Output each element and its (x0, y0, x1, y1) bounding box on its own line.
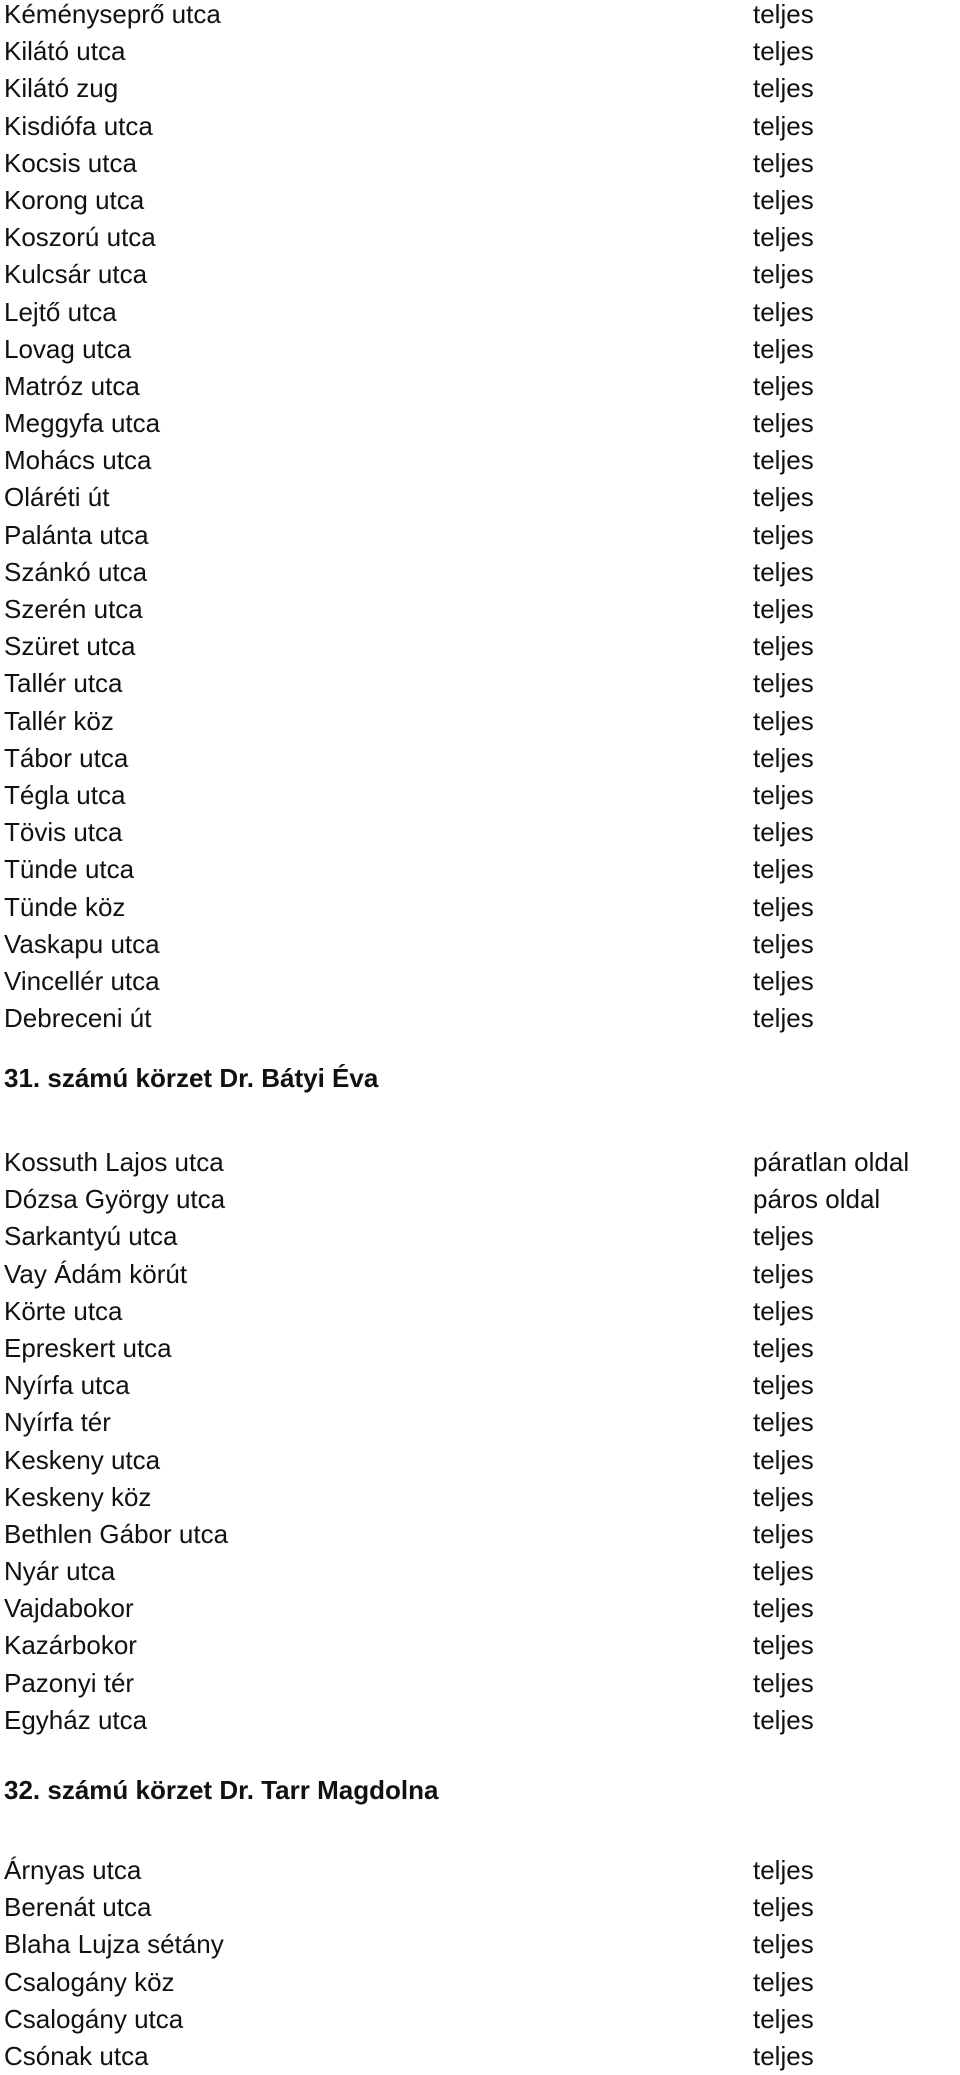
street-name: Kilátó utca (4, 36, 126, 67)
street-name: Mohács utca (4, 445, 152, 476)
coverage-value: teljes (753, 1556, 814, 1587)
coverage-value: teljes (753, 779, 814, 810)
street-name: Kéményseprő utca (4, 0, 221, 29)
coverage-value: teljes (753, 519, 814, 550)
street-name: Meggyfa utca (4, 408, 161, 439)
street-name: Oláréti út (4, 482, 110, 513)
coverage-value: teljes (753, 2003, 814, 2034)
table-row (0, 1218, 960, 1255)
coverage-value: teljes (753, 1966, 814, 1997)
coverage-value: teljes (753, 928, 814, 959)
district-32-street-list (0, 1852, 960, 2075)
coverage-value: teljes (753, 1593, 814, 1624)
district-31-street-list (0, 1144, 960, 1739)
coverage-value: teljes (753, 1892, 814, 1923)
street-name: Dózsa György utca (4, 1184, 226, 1215)
street-name: Keskeny utca (4, 1444, 161, 1475)
coverage-value: teljes (753, 259, 814, 290)
coverage-value: teljes (753, 1258, 814, 1289)
street-name: Matróz utca (4, 370, 140, 401)
coverage-value: teljes (753, 1003, 814, 1034)
coverage-value: teljes (753, 556, 814, 587)
street-name: Tallér köz (4, 705, 114, 736)
coverage-value: teljes (753, 594, 814, 624)
table-row (0, 703, 960, 740)
table-row (0, 1665, 960, 1702)
table-row (0, 1479, 960, 1516)
table-row (0, 1926, 960, 1963)
coverage-value: teljes (753, 965, 814, 996)
table-row (0, 517, 960, 554)
table-row (0, 1404, 960, 1441)
street-name: Vaskapu utca (4, 928, 160, 959)
coverage-value: teljes (753, 2040, 814, 2071)
street-name: Kulcsár utca (4, 259, 148, 290)
table-row (0, 1144, 960, 1181)
street-name: Szánkó utca (4, 556, 148, 587)
table-row (0, 1964, 960, 2001)
street-name: Tövis utca (4, 817, 123, 848)
table-row (0, 1000, 960, 1037)
table-row (0, 182, 960, 219)
table-row (0, 368, 960, 405)
table-row (0, 1367, 960, 1404)
coverage-value: teljes (753, 1630, 814, 1661)
table-row (0, 777, 960, 814)
table-row (0, 479, 960, 516)
street-name: Tünde utca (4, 854, 135, 885)
coverage-value: teljes (753, 0, 814, 29)
coverage-value: teljes (753, 1370, 814, 1401)
street-name: Tünde köz (4, 891, 126, 922)
street-name: Csalogány utca (4, 2003, 184, 2034)
street-name: Szerén utca (4, 594, 143, 624)
street-name: Csónak utca (4, 2040, 149, 2071)
coverage-value: teljes (753, 891, 814, 922)
coverage-value: teljes (753, 147, 814, 178)
table-row (0, 1442, 960, 1479)
table-row (0, 1293, 960, 1330)
street-name: Lovag utca (4, 333, 132, 364)
street-name: Szüret utca (4, 631, 136, 662)
street-name: Vajdabokor (4, 1593, 134, 1624)
street-name: Kazárbokor (4, 1630, 137, 1661)
table-row (0, 1702, 960, 1739)
coverage-value: teljes (753, 1667, 814, 1698)
coverage-value: teljes (753, 36, 814, 67)
street-name: Kocsis utca (4, 147, 137, 178)
street-name: Berenát utca (4, 1892, 152, 1923)
coverage-value: teljes (753, 1295, 814, 1326)
coverage-value: teljes (753, 73, 814, 104)
street-name: Csalogány köz (4, 1966, 175, 1997)
coverage-value: teljes (753, 1332, 814, 1363)
street-name: Tégla utca (4, 779, 126, 810)
table-row (0, 1181, 960, 1218)
street-name: Tallér utca (4, 668, 123, 699)
table-row (0, 628, 960, 665)
district-32-heading: 32. számú körzet Dr. Tarr Magdolna (4, 1775, 439, 1805)
coverage-value: teljes (753, 817, 814, 848)
table-row (0, 1627, 960, 1664)
street-name: Vincellér utca (4, 965, 160, 996)
table-row (0, 889, 960, 926)
street-name: Korong utca (4, 184, 145, 215)
table-row (0, 740, 960, 777)
coverage-value: teljes (753, 1407, 814, 1438)
street-list-block-1 (0, 0, 960, 1037)
street-name: Tábor utca (4, 742, 129, 773)
coverage-value: teljes (753, 370, 814, 401)
coverage-value: teljes (753, 1444, 814, 1475)
table-row (0, 145, 960, 182)
table-row (0, 33, 960, 70)
street-name: Kossuth Lajos utca (4, 1147, 224, 1177)
street-name: Blaha Lujza sétány (4, 1929, 224, 1960)
coverage-value: teljes (753, 222, 814, 253)
coverage-value: teljes (753, 1855, 814, 1885)
table-row (0, 554, 960, 591)
table-row (0, 294, 960, 331)
table-row (0, 591, 960, 628)
district-31-heading: 31. számú körzet Dr. Bátyi Éva (4, 1063, 379, 1093)
coverage-value: teljes (753, 445, 814, 476)
street-name: Debreceni út (4, 1003, 152, 1034)
street-name: Keskeny köz (4, 1481, 152, 1512)
table-row (0, 1330, 960, 1367)
coverage-value: teljes (753, 408, 814, 439)
street-name: Körte utca (4, 1295, 123, 1326)
street-name: Vay Ádám körút (4, 1258, 188, 1289)
coverage-value: teljes (753, 1221, 814, 1252)
table-row (0, 2038, 960, 2075)
street-name: Nyár utca (4, 1556, 116, 1587)
street-name: Pazonyi tér (4, 1667, 135, 1698)
table-row (0, 665, 960, 702)
street-name: Egyház utca (4, 1704, 148, 1735)
table-row (0, 331, 960, 368)
street-name: Epreskert utca (4, 1332, 172, 1363)
coverage-value: teljes (753, 668, 814, 699)
coverage-value: teljes (753, 184, 814, 215)
table-row (0, 851, 960, 888)
street-name: Kilátó zug (4, 73, 119, 104)
street-name: Lejtő utca (4, 296, 117, 327)
table-row (0, 256, 960, 293)
street-name: Bethlen Gábor utca (4, 1518, 229, 1549)
table-row (0, 2001, 960, 2038)
coverage-value: teljes (753, 296, 814, 327)
street-name: Nyírfa tér (4, 1407, 111, 1438)
coverage-value: teljes (753, 1518, 814, 1549)
table-row (0, 1852, 960, 1889)
coverage-value: teljes (753, 333, 814, 364)
table-row (0, 108, 960, 145)
table-row (0, 926, 960, 963)
street-name: Kisdiófa utca (4, 110, 153, 141)
coverage-value: teljes (753, 110, 814, 141)
coverage-value: teljes (753, 482, 814, 513)
street-name: Sarkantyú utca (4, 1221, 178, 1252)
table-row (0, 814, 960, 851)
table-row (0, 442, 960, 479)
coverage-value: páratlan oldal (753, 1147, 910, 1177)
street-name: Nyírfa utca (4, 1370, 130, 1401)
table-row (0, 963, 960, 1000)
street-name: Árnyas utca (4, 1855, 142, 1885)
coverage-value: teljes (753, 705, 814, 736)
table-row (0, 1516, 960, 1553)
coverage-value: teljes (753, 1929, 814, 1960)
table-row (0, 405, 960, 442)
table-row (0, 1889, 960, 1926)
table-row (0, 1553, 960, 1590)
table-row (0, 1590, 960, 1627)
coverage-value: teljes (753, 742, 814, 773)
street-name: Palánta utca (4, 519, 149, 550)
coverage-value: teljes (753, 631, 814, 662)
table-row (0, 0, 960, 33)
coverage-value: teljes (753, 1481, 814, 1512)
street-name: Koszorú utca (4, 222, 156, 253)
table-row (0, 70, 960, 107)
coverage-value: teljes (753, 1704, 814, 1735)
table-row (0, 1256, 960, 1293)
coverage-value: páros oldal (753, 1184, 881, 1215)
coverage-value: teljes (753, 854, 814, 885)
table-row (0, 219, 960, 256)
